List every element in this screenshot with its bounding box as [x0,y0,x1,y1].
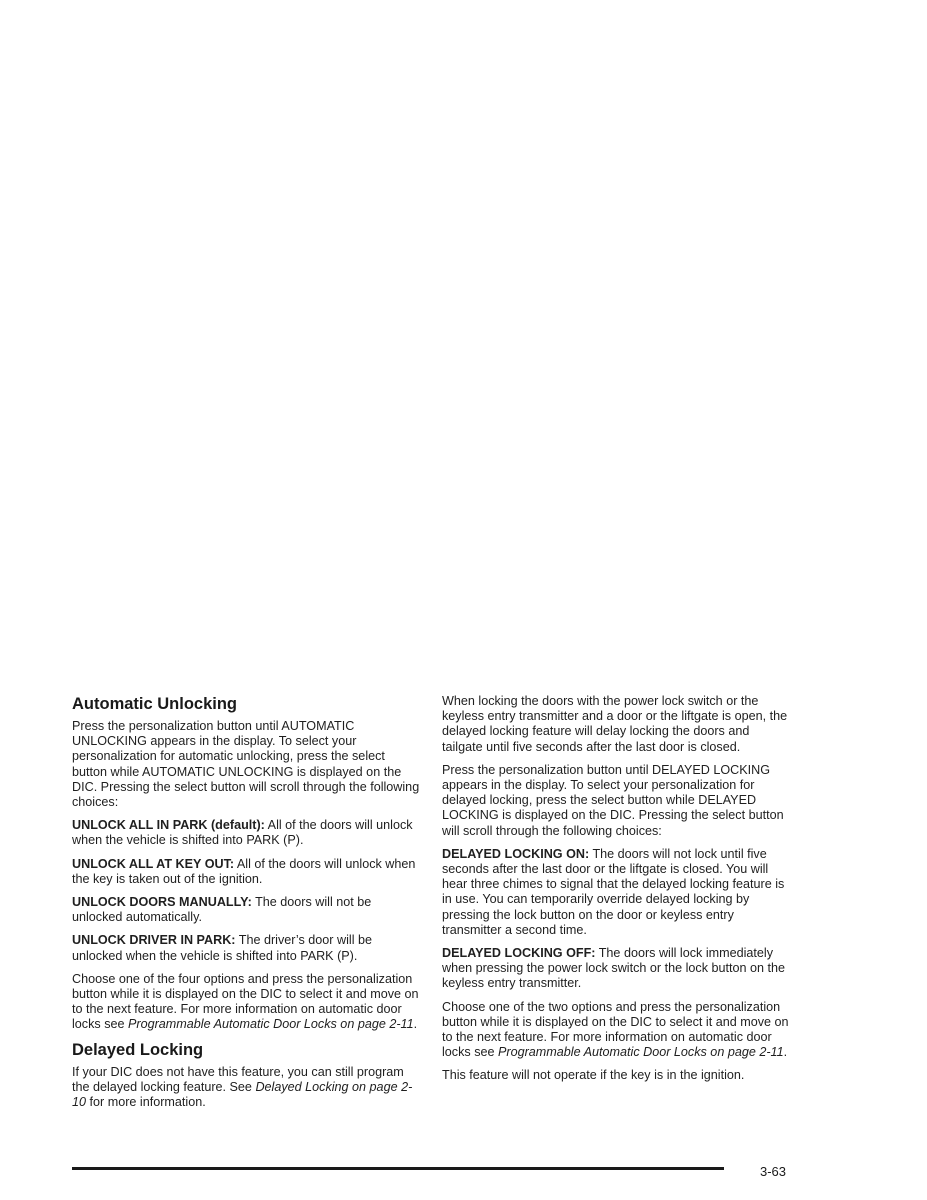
paragraph-end: . [783,1045,788,1060]
delayed-locking-description: When locking the doors with the power lock switch or the keyless entry transmitter and a door or the liftgate is open, the delayed locking feature will delay locking the doors and tailgate until five seconds after the last door is closed. [442,694,788,754]
heading-delayed-locking: Delayed Locking [72,1040,204,1059]
option-unlock-driver-in-park [72,933,420,963]
option-description: The driver’s door will be unlocked when the vehicle is shifted into PARK (P). [72,933,372,963]
paragraph-end: for more information. [86,1095,206,1110]
delayed-locking-instructions: Press the personalization button until DELAYED LOCKING appears in the display. To select your personalization for delayed locking, press the select button while DELAYED LOCKING is displayed on the DIC. Pressing the select button will scroll through the following choices: [442,762,784,838]
option-description: The doors will lock immediately when pressing the power lock switch or the lock button on the keyless entry transmitter. [442,946,786,991]
option-delayed-locking-off [442,946,790,992]
choose-options-paragraph [442,1000,790,1061]
paragraph-text: If your DIC does not have this feature, you can still program the delayed locking feature. See [72,1064,404,1094]
option-unlock-all-at-key-out [72,857,420,887]
delayed-locking-intro [72,1065,420,1111]
option-term: DELAYED LOCKING OFF: [442,946,596,961]
option-description: All of the doors will unlock when the vehicle is shifted into PARK (P). [72,818,413,848]
option-description: The doors will not lock until five seconds after the last door or the liftgate is closed. You will hear three chimes to signal that the delayed locking feature is in use. You can temporarily override delayed locking by pressing the lock button on the door or keyless entry transmitter a second time. [442,846,785,937]
option-term: DELAYED LOCKING ON: [442,846,590,861]
option-unlock-doors-manually [72,895,420,925]
choose-options-paragraph [72,972,420,1033]
right-column [442,694,790,1092]
option-unlock-all-in-park [72,818,420,848]
cross-reference: Programmable Automatic Door Locks on page 2-11 [498,1045,784,1060]
cross-reference: Delayed Locking on page 2-10 [72,1079,413,1110]
paragraph-text: Choose one of the four options and press the personalization button while it is displayed on the DIC to select it and move on to the next feature. For more information on automatic door locks see [72,971,419,1032]
option-delayed-locking-on [442,847,790,938]
option-term: UNLOCK ALL AT KEY OUT: [72,856,235,871]
paragraph-text: Choose one of the two options and press the personalization button while it is displayed on the DIC to select it and move on to the next feature. For more information on automatic door locks see [442,999,789,1060]
option-description: All of the doors will unlock when the key is taken out of the ignition. [72,856,416,886]
option-description: The doors will not be unlocked automatically. [72,895,372,925]
footer-rule [72,1167,724,1170]
option-term: UNLOCK DOORS MANUALLY: [72,895,252,910]
option-term: UNLOCK DRIVER IN PARK: [72,933,236,948]
left-column [72,694,420,1118]
page-number: 3-63 [760,1164,787,1179]
paragraph-end: . [413,1017,418,1032]
heading-automatic-unlocking: Automatic Unlocking [72,695,238,713]
automatic-unlocking-intro: Press the personalization button until AUTOMATIC UNLOCKING appears in the display. To select your personalization for automatic unlocking, press the select button while AUTOMATIC UNLOCKING is displayed on the DIC. Pressing the select button will scroll through the following choices: [72,719,420,810]
option-term: UNLOCK ALL IN PARK (default): [72,818,265,833]
cross-reference: Programmable Automatic Door Locks on page 2-11 [128,1017,414,1032]
ignition-note: This feature will not operate if the key is in the ignition. [442,1068,745,1083]
